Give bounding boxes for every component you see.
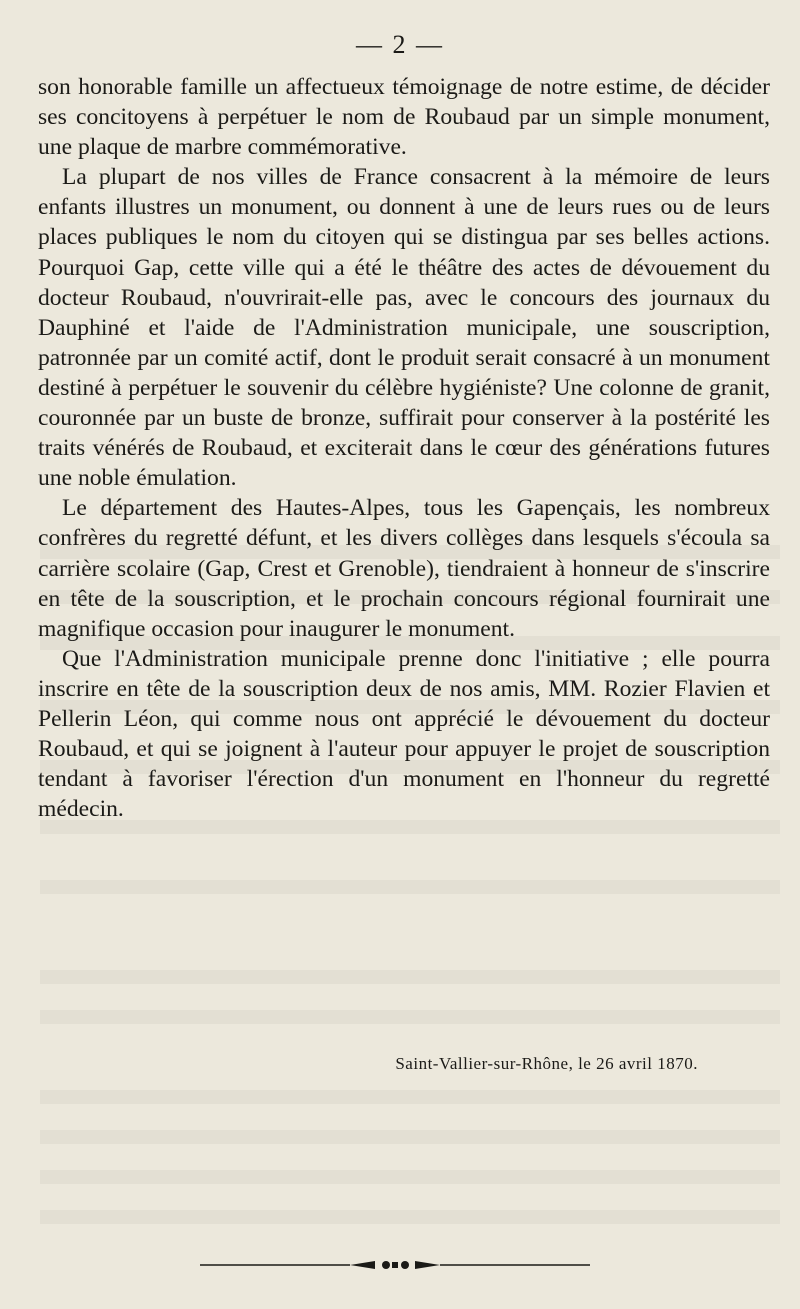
paragraph: La plupart de nos villes de France consacrent à la mémoire de leurs enfants illustres un monument, ou donnent à une de leurs rues ou de leurs places publiques le nom du citoyen qui se distingua par ses belles actions. Pourquoi Gap, cette ville qui a été le théâtre des actes de dévouement du docteur Roubaud, n'ouvrirait-elle pas, avec le concours des journaux du Dauphiné et l'aide de l'Administration municipale, une souscription, patronnée par un comité actif, dont le produit serait consacré à un monument destiné à perpétuer le souvenir du célèbre hygiéniste? Une colonne de granit, couronnée par un buste de bronze, suffirait pour conserver à la postérité les traits vénérés de Roubaud, et exciterait dans le cœur des générations futures une noble émulation. xyxy=(38,164,770,492)
paragraph: Le département des Hautes-Alpes, tous les Gapençais, les nombreux confrères du regretté défunt, et les divers collèges dans lesquels s'écoula sa carrière scolaire (Gap, Crest et Grenoble), tiendraient à honneur de s'inscrire en tête de la souscription, et le prochain concours régional fournirait une magnifique occasion pour inaugurer le monument. xyxy=(38,495,770,642)
body-text xyxy=(38,72,770,824)
paragraph: son honorable famille un affectueux témoignage de notre estime, de décider ses concitoyens à perpétuer le nom de Roubaud par un simple monument, une plaque de marbre commémorative. xyxy=(38,74,770,161)
place-date-signature: Saint-Vallier-sur-Rhône, le 26 avril 1870. xyxy=(395,1054,698,1073)
paragraph: Que l'Administration municipale prenne donc l'initiative ; elle pourra inscrire en tête de la souscription deux de nos amis, MM. Rozier Flavien et Pellerin Léon, qui comme nous ont apprécié le dévouement du docteur Roubaud, et qui se joignent à l'auteur pour appuyer le projet de souscription tendant à favoriser l'érection d'un monument en l'honneur du regretté médecin. xyxy=(38,645,770,823)
page-number: — 2 — xyxy=(356,30,444,59)
decorative-rule-ornament-icon xyxy=(200,1255,590,1275)
